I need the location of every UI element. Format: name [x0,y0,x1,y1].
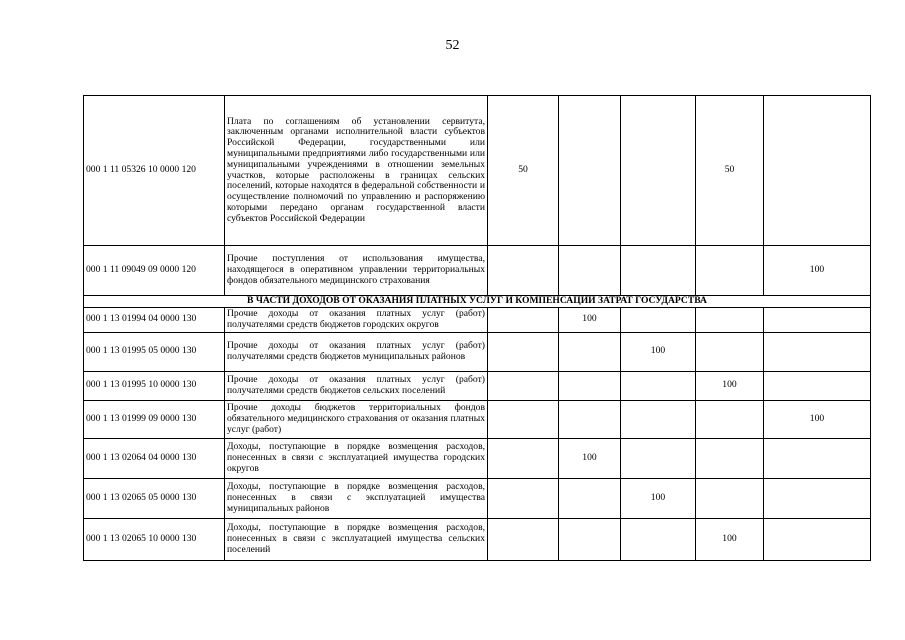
value-cell-5 [764,478,871,518]
value-cell-2 [559,246,621,296]
row-description: Прочие поступления от использования имущества, находящегося в оперативном управлении территориальных фондов обязательного медицинского страхования [225,246,488,296]
value-cell-1 [488,438,559,478]
value-cell-4 [696,400,764,438]
value-cell-4: 100 [696,518,764,560]
value-cell-3 [621,400,696,438]
row-description: Прочие доходы от оказания платных услуг (работ) получателями средств бюджетов сельских поселений [225,371,488,400]
row-code: 000 1 13 01995 05 0000 130 [84,332,225,371]
value-cell-1 [488,332,559,371]
table-row [84,400,871,438]
value-cell-2: 100 [559,307,621,332]
value-cell-1 [488,478,559,518]
section-row [84,296,871,308]
table-row [84,518,871,560]
value-cell-3: 100 [621,478,696,518]
table-row [84,96,871,246]
value-cell-2 [559,96,621,246]
value-cell-2: 100 [559,438,621,478]
value-cell-5 [764,332,871,371]
row-description: Плата по соглашениям об установлении сервитута, заключенным органами исполнительной власти субъектов Российской Федерации, государственными или муниципальными предприятиями либо государственными или муниципальными учреждениями в отношении земельных участков, которые расположены в границах сельских поселений, которые находятся в федеральной собственности и осуществление полномочий по управлению и распоряжению которыми передано органам государственной власти субъектов Российской Федерации [225,96,488,246]
row-code: 000 1 13 01995 10 0000 130 [84,371,225,400]
value-cell-1: 50 [488,96,559,246]
value-cell-3 [621,518,696,560]
table-row [84,478,871,518]
value-cell-5 [764,371,871,400]
value-cell-4 [696,478,764,518]
revenue-table [83,95,871,561]
value-cell-1 [488,307,559,332]
value-cell-2 [559,478,621,518]
value-cell-4 [696,332,764,371]
value-cell-4: 100 [696,371,764,400]
value-cell-5 [764,518,871,560]
value-cell-4 [696,246,764,296]
value-cell-3 [621,96,696,246]
value-cell-2 [559,371,621,400]
table-row [84,371,871,400]
table-body-top [84,96,871,296]
section-header: В ЧАСТИ ДОХОДОВ ОТ ОКАЗАНИЯ ПЛАТНЫХ УСЛУГ И КОМПЕНСАЦИИ ЗАТРАТ ГОСУДАРСТВА [84,296,871,308]
value-cell-2 [559,400,621,438]
page-number: 52 [445,38,460,53]
value-cell-1 [488,400,559,438]
table-body-bottom [84,307,871,560]
row-code: 000 1 11 09049 09 0000 120 [84,246,225,296]
row-code: 000 1 13 02065 10 0000 130 [84,518,225,560]
value-cell-2 [559,332,621,371]
value-cell-4: 50 [696,96,764,246]
value-cell-3 [621,438,696,478]
table-section [84,296,871,308]
table-row [84,332,871,371]
value-cell-5 [764,307,871,332]
value-cell-5 [764,96,871,246]
value-cell-1 [488,371,559,400]
row-description: Доходы, поступающие в порядке возмещения расходов, понесенных в связи с эксплуатацией имущества городских округов [225,438,488,478]
row-code: 000 1 13 01999 09 0000 130 [84,400,225,438]
row-description: Прочие доходы от оказания платных услуг (работ) получателями средств бюджетов муниципальных районов [225,332,488,371]
table-row [84,246,871,296]
value-cell-5: 100 [764,400,871,438]
value-cell-4 [696,307,764,332]
value-cell-1 [488,518,559,560]
value-cell-3: 100 [621,332,696,371]
row-description: Прочие доходы от оказания платных услуг (работ) получателями средств бюджетов городских округов [225,307,488,332]
row-code: 000 1 13 01994 04 0000 130 [84,307,225,332]
row-description: Доходы, поступающие в порядке возмещения расходов, понесенных в связи с эксплуатацией имущества сельских поселений [225,518,488,560]
value-cell-5 [764,438,871,478]
value-cell-5: 100 [764,246,871,296]
value-cell-3 [621,371,696,400]
value-cell-4 [696,438,764,478]
row-code: 000 1 11 05326 10 0000 120 [84,96,225,246]
row-description: Прочие доходы бюджетов территориальных фондов обязательного медицинского страхования от оказания платных услуг (работ) [225,400,488,438]
value-cell-1 [488,246,559,296]
value-cell-2 [559,518,621,560]
row-description: Доходы, поступающие в порядке возмещения расходов, понесенных в связи с эксплуатацией имущества муниципальных районов [225,478,488,518]
value-cell-3 [621,307,696,332]
table-row [84,307,871,332]
table-row [84,438,871,478]
row-code: 000 1 13 02064 04 0000 130 [84,438,225,478]
value-cell-3 [621,246,696,296]
row-code: 000 1 13 02065 05 0000 130 [84,478,225,518]
